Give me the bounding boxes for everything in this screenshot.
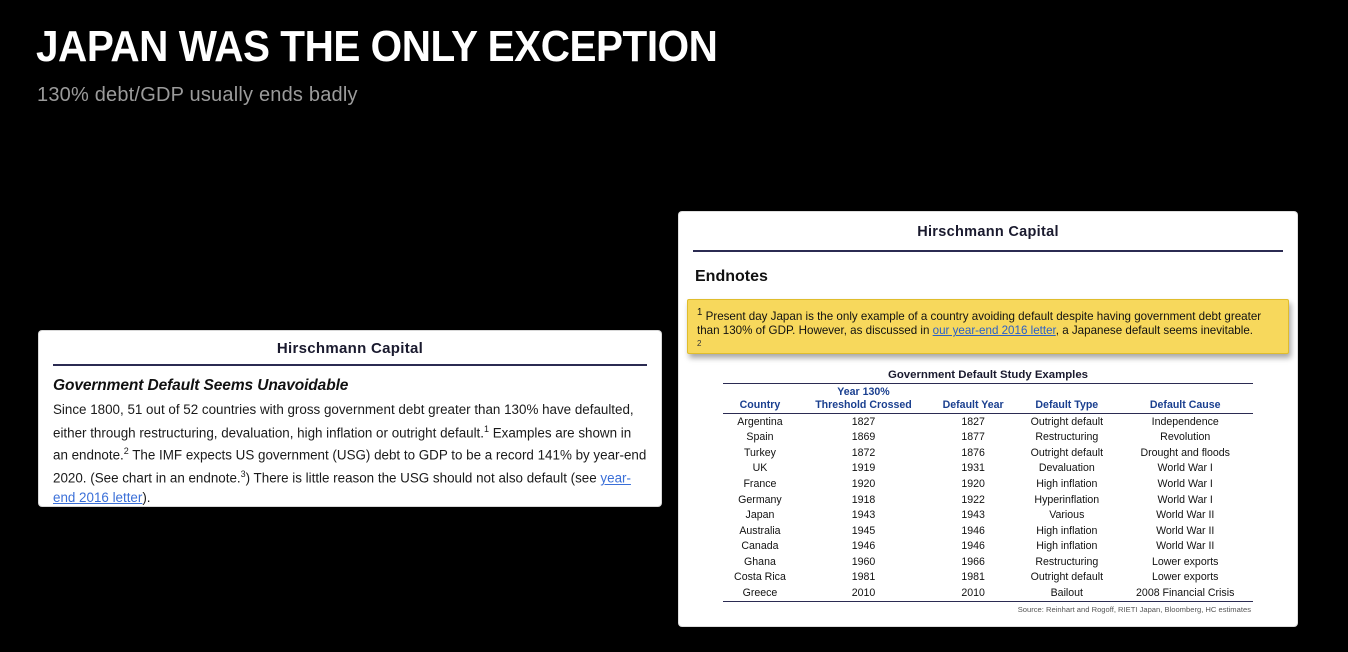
- table-cell-threshold-year: 1981: [851, 571, 876, 584]
- th-spacer-defaultyear: [930, 384, 1016, 398]
- table-cell-default-type: High inflation: [1036, 540, 1098, 553]
- left-excerpt-card: [39, 331, 661, 506]
- table-cell-threshold-year: 1872: [851, 446, 876, 459]
- lc-text-2: Examples are shown in an endnote.: [53, 424, 632, 463]
- th-spacer-defaulttype: [1016, 384, 1117, 398]
- table-cell-default-year: 1827: [961, 415, 985, 428]
- table-cell-default-cause: Drought and floods: [1140, 446, 1230, 459]
- table-cell-threshold-year: 1919: [851, 462, 876, 475]
- table-cell-default-year: 1920: [961, 478, 985, 490]
- left-card-paragraph: [53, 400, 647, 508]
- page-title: JAPAN WAS THE ONLY EXCEPTION: [36, 22, 718, 71]
- table-row: [723, 507, 1253, 523]
- table-cell-default-type: Restructuring: [1035, 431, 1099, 444]
- table-cell-threshold-year: 2010: [797, 585, 930, 601]
- table-cell-default-year: 1922: [961, 493, 985, 506]
- table-cell-default-cause: 2008 Financial Crisis: [1117, 585, 1253, 601]
- table-cell-default-year: 1877: [961, 431, 985, 444]
- table-cell-default-cause: Independence: [1151, 415, 1219, 428]
- table-cell-country: Japan: [745, 509, 775, 522]
- table-row: [723, 523, 1253, 539]
- left-card-body: [39, 366, 661, 508]
- table-cell-default-type: High inflation: [1036, 524, 1098, 537]
- table-cell-default-cause: Lower exports: [1151, 571, 1219, 584]
- table-cell-default-type: Devaluation: [1038, 462, 1095, 475]
- table-cell-country: UK: [752, 462, 768, 475]
- table-row: [723, 539, 1253, 555]
- table-cell-threshold-year: 1943: [851, 509, 876, 522]
- table-cell-default-year: 1966: [961, 555, 985, 568]
- government-default-table: [723, 384, 1253, 602]
- table-row: [723, 445, 1253, 461]
- table-row: [723, 414, 1253, 430]
- lc-text-4: ) There is little reason the USG should not also default (see: [245, 470, 601, 486]
- table-cell-default-cause: World War I: [1157, 493, 1213, 506]
- table-cell-country: Ghana: [744, 555, 776, 568]
- table-row: [723, 554, 1253, 570]
- table-cell-threshold-year: 1869: [851, 431, 876, 444]
- highlight-text-2: , a Japanese default seems inevitable.: [1055, 324, 1253, 338]
- table-row: [723, 476, 1253, 492]
- table-cell-country: Costa Rica: [734, 571, 786, 584]
- lc-footnote-2: 2: [123, 446, 129, 457]
- table-cell-default-year: 1876: [961, 446, 985, 459]
- lc-text-1: Since 1800, 51 out of 52 countries with gross government debt greater than 130% have defaulted, either through restructuring, devaluation, high inflation or outright default.: [53, 402, 634, 440]
- table-cell-default-cause: World War I: [1157, 478, 1213, 490]
- table-cell-threshold-year: 1918: [851, 493, 876, 506]
- table-cell-country: France: [743, 478, 777, 490]
- table-cell-threshold-year: 1960: [851, 555, 876, 568]
- th-default-cause: Default Cause: [1117, 398, 1253, 414]
- right-card-header: Hirschmann Capital: [917, 224, 1059, 240]
- table-header-row: [723, 398, 1253, 414]
- th-spacer-country: [723, 384, 797, 398]
- table-cell-default-type: Hyperinflation: [1034, 493, 1100, 506]
- table-cell-default-year: 1931: [961, 462, 985, 475]
- table-cell-default-type: Various: [1049, 509, 1085, 522]
- table-cell-country: Canada: [741, 540, 779, 553]
- highlight-text-1: Present day Japan is the only example of a country avoiding default despite having government debt greater than 130% of GDP. However, as discussed in: [697, 309, 1262, 338]
- table-row: [723, 492, 1253, 508]
- our-year-end-2016-letter-link[interactable]: our year-end 2016 letter: [932, 324, 1056, 338]
- endnotes-heading: Endnotes: [695, 268, 768, 285]
- table-cell-country: Australia: [739, 524, 781, 537]
- table-cell-default-type: Outright default: [1030, 415, 1104, 428]
- table-row: [723, 585, 1253, 601]
- table-cell-threshold-year: 1920: [851, 478, 876, 490]
- table-cell-country: Greece: [723, 585, 797, 601]
- table-cell-country: Turkey: [743, 446, 776, 459]
- table-cell-country: Spain: [746, 431, 774, 444]
- table-cell-default-cause: Lower exports: [1151, 555, 1219, 568]
- table-cell-default-type: Restructuring: [1035, 555, 1099, 568]
- table-source: Source: Reinhart and Rogoff, RIETI Japan, Bloomberg, HC estimates: [1017, 604, 1251, 614]
- th-default-year: Default Year: [930, 398, 1016, 414]
- page-subtitle: 130% debt/GDP usually ends badly: [37, 84, 358, 106]
- lc-text-3: The IMF expects US government (USG) debt to GDP to be a record 141% by year-end 2020. (See chart in an endnote.: [53, 447, 647, 486]
- table-cell-country: Germany: [738, 493, 782, 506]
- table-cell-default-year: 2010: [930, 585, 1016, 601]
- default-study-table-wrap: [723, 369, 1253, 614]
- table-row: [723, 570, 1253, 586]
- lc-footnote-1: 1: [484, 423, 490, 434]
- table-cell-default-year: 1946: [961, 524, 985, 537]
- table-cell-default-year: 1981: [961, 571, 985, 584]
- table-cell-default-year: 1943: [961, 509, 985, 522]
- table-cell-default-cause: World War II: [1156, 540, 1215, 553]
- table-cell-default-cause: World War I: [1157, 462, 1213, 475]
- highlight-callout: [687, 299, 1289, 354]
- highlight-text: [697, 306, 1279, 339]
- table-body: [723, 414, 1253, 602]
- right-endnotes-card: [679, 212, 1297, 626]
- table-cell-default-cause: Revolution: [1160, 431, 1211, 444]
- th-threshold-crossed: Threshold Crossed: [797, 398, 930, 414]
- table-cell-country: Argentina: [737, 415, 783, 428]
- table-cell-default-cause: World War II: [1156, 524, 1215, 537]
- th-country: Country: [723, 398, 797, 414]
- table-row: [723, 430, 1253, 446]
- th-spacer-defaultcause: [1117, 384, 1253, 398]
- table-cell-default-cause: World War II: [1156, 509, 1215, 522]
- table-cell-default-year: 1946: [961, 540, 985, 553]
- table-cell-threshold-year: 1945: [851, 524, 876, 537]
- table-cell-default-type: High inflation: [1036, 478, 1098, 490]
- next-endnote-marker: 2: [697, 339, 702, 349]
- left-card-header: Hirschmann Capital: [276, 340, 424, 357]
- table-cell-threshold-year: 1827: [851, 415, 876, 428]
- year-end-2016-letter-link[interactable]: year-end 2016 letter: [53, 470, 631, 506]
- th-default-type: Default Type: [1016, 398, 1117, 414]
- table-cell-threshold-year: 1946: [851, 540, 876, 553]
- table-title: Government Default Study Examples: [723, 369, 1253, 384]
- table-cell-default-type: Outright default: [1030, 571, 1104, 584]
- table-cell-default-type: Outright default: [1030, 446, 1104, 459]
- left-card-section-title: Government Default Seems Unavoidable: [53, 377, 349, 394]
- th-group-year130: Year 130%: [837, 386, 890, 398]
- highlight-footnote-marker: 1: [697, 307, 703, 318]
- table-cell-default-type: Bailout: [1016, 585, 1117, 601]
- lc-text-5: ).: [142, 490, 151, 506]
- lc-footnote-3: 3: [240, 469, 246, 480]
- table-row: [723, 461, 1253, 477]
